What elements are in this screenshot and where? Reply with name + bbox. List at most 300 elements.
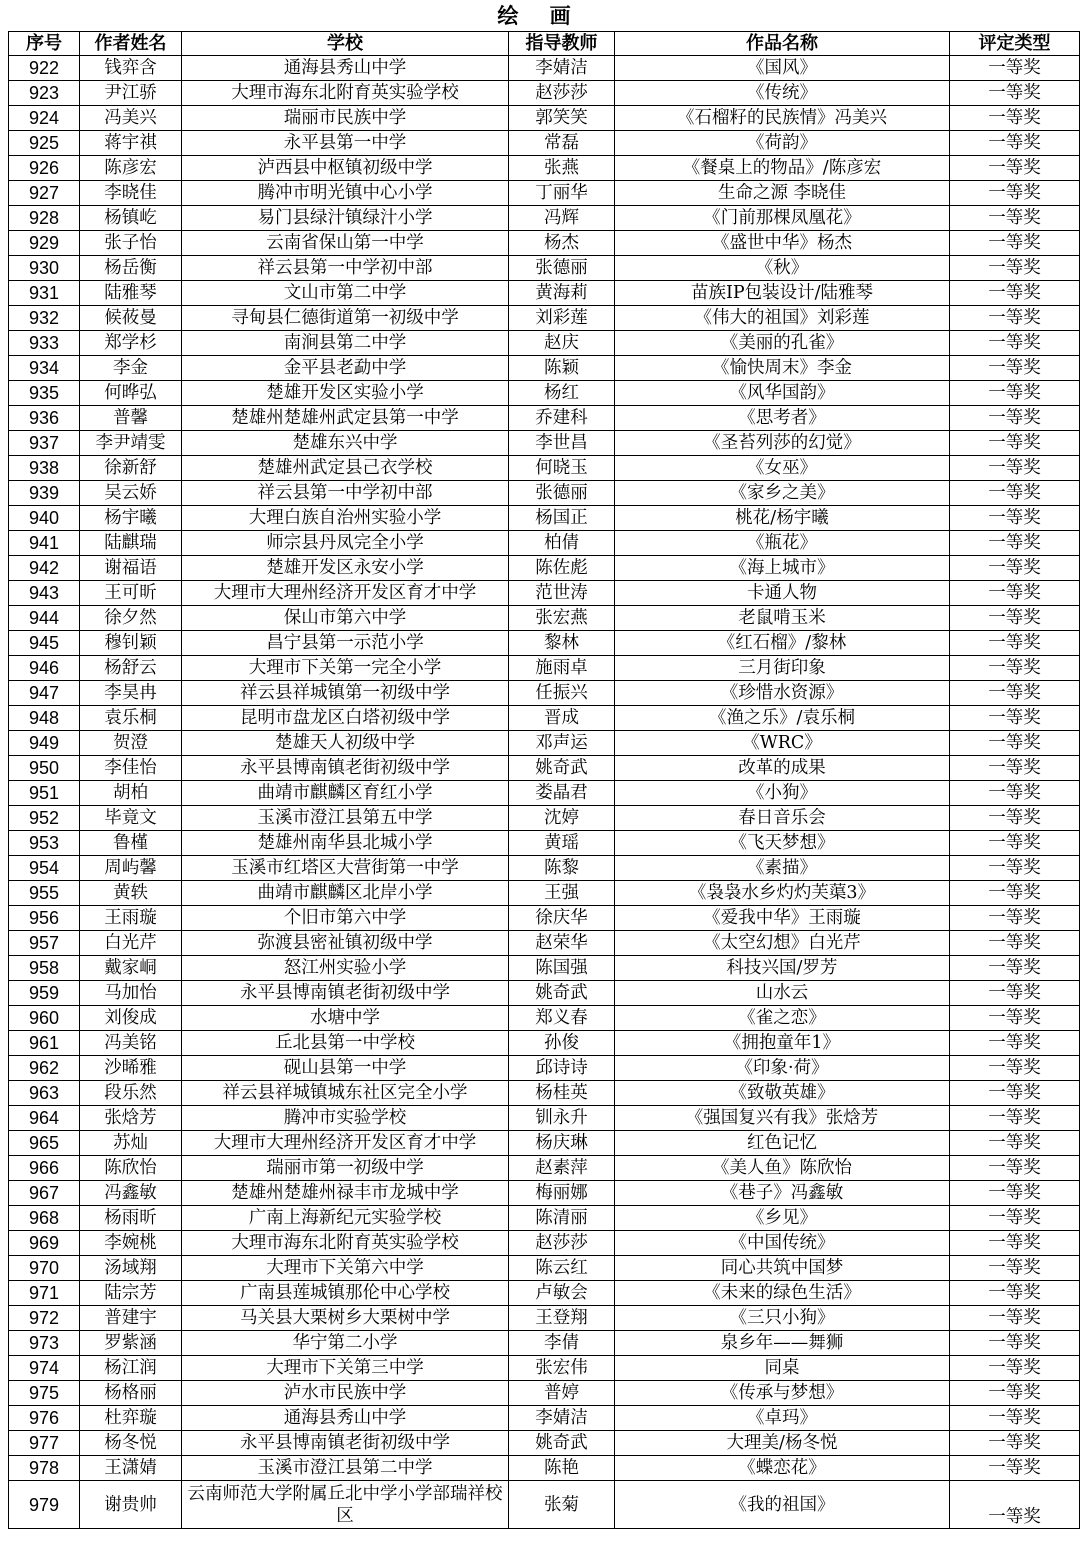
cell-teacher: 钏永升: [509, 1106, 615, 1131]
cell-author: 杨舒云: [80, 656, 182, 681]
cell-seq: 924: [9, 106, 80, 131]
cell-seq: 976: [9, 1406, 80, 1431]
cell-work: 生命之源 李晓佳: [615, 181, 950, 206]
cell-teacher: 陈颖: [509, 356, 615, 381]
cell-author: 杜弈璇: [80, 1406, 182, 1431]
cell-teacher: 梅丽娜: [509, 1181, 615, 1206]
cell-school: 广南上海新纪元实验学校: [182, 1206, 509, 1231]
cell-teacher: 郑义春: [509, 1006, 615, 1031]
cell-seq: 958: [9, 956, 80, 981]
cell-school: 大理市下关第三中学: [182, 1356, 509, 1381]
table-row: [9, 906, 1080, 931]
cell-school: 楚雄天人初级中学: [182, 731, 509, 756]
cell-author: 沙晞雅: [80, 1056, 182, 1081]
cell-teacher: 张宏伟: [509, 1356, 615, 1381]
cell-author: 冯鑫敏: [80, 1181, 182, 1206]
table-row: [9, 1131, 1080, 1156]
header-school: 学校: [182, 32, 509, 56]
table-row: [9, 856, 1080, 881]
cell-author: 普建宇: [80, 1306, 182, 1331]
cell-seq: 946: [9, 656, 80, 681]
cell-work: 《盛世中华》杨杰: [615, 231, 950, 256]
table-row: [9, 656, 1080, 681]
cell-author: 贺澄: [80, 731, 182, 756]
cell-school: 昌宁县第一示范小学: [182, 631, 509, 656]
cell-teacher: 姚奇武: [509, 756, 615, 781]
cell-school: 马关县大栗树乡大栗树中学: [182, 1306, 509, 1331]
cell-school: 曲靖市麒麟区北岸小学: [182, 881, 509, 906]
cell-teacher: 杨桂英: [509, 1081, 615, 1106]
cell-author: 徐新舒: [80, 456, 182, 481]
cell-school: 大理白族自治州实验小学: [182, 506, 509, 531]
cell-work: 同桌: [615, 1356, 950, 1381]
cell-work: 卡通人物: [615, 581, 950, 606]
table-row: [9, 331, 1080, 356]
cell-award: 一等奖: [950, 81, 1080, 106]
cell-award: 一等奖: [950, 981, 1080, 1006]
cell-award: 一等奖: [950, 431, 1080, 456]
table-row: [9, 1406, 1080, 1431]
cell-work: 《巷子》冯鑫敏: [615, 1181, 950, 1206]
cell-teacher: 陈国强: [509, 956, 615, 981]
cell-award: 一等奖: [950, 456, 1080, 481]
cell-school: 楚雄州楚雄州武定县第一中学: [182, 406, 509, 431]
cell-award: 一等奖: [950, 1481, 1080, 1529]
cell-award: 一等奖: [950, 231, 1080, 256]
cell-school: 大理市大理州经济开发区育才中学: [182, 581, 509, 606]
cell-school: 易门县绿汁镇绿汁小学: [182, 206, 509, 231]
cell-work: 山水云: [615, 981, 950, 1006]
cell-seq: 923: [9, 81, 80, 106]
table-row: [9, 1456, 1080, 1481]
cell-school: 玉溪市澄江县第五中学: [182, 806, 509, 831]
cell-school: 个旧市第六中学: [182, 906, 509, 931]
cell-award: 一等奖: [950, 506, 1080, 531]
cell-school: 祥云县第一中学初中部: [182, 256, 509, 281]
table-row: [9, 631, 1080, 656]
header-work: 作品名称: [615, 32, 950, 56]
cell-seq: 922: [9, 56, 80, 81]
table-row: [9, 731, 1080, 756]
cell-award: 一等奖: [950, 856, 1080, 881]
cell-teacher: 黎林: [509, 631, 615, 656]
cell-award: 一等奖: [950, 331, 1080, 356]
cell-work: 《卓玛》: [615, 1406, 950, 1431]
cell-author: 张子怡: [80, 231, 182, 256]
cell-teacher: 冯辉: [509, 206, 615, 231]
page-title: 绘 画: [497, 3, 583, 28]
cell-seq: 954: [9, 856, 80, 881]
cell-author: 谢福语: [80, 556, 182, 581]
cell-teacher: 范世涛: [509, 581, 615, 606]
cell-seq: 959: [9, 981, 80, 1006]
cell-author: 刘俊成: [80, 1006, 182, 1031]
cell-seq: 943: [9, 581, 80, 606]
cell-seq: 965: [9, 1131, 80, 1156]
cell-teacher: 姚奇武: [509, 1431, 615, 1456]
cell-work: 《乡见》: [615, 1206, 950, 1231]
cell-award: 一等奖: [950, 206, 1080, 231]
cell-work: 《伟大的祖国》刘彩莲: [615, 306, 950, 331]
cell-teacher: 黄海莉: [509, 281, 615, 306]
cell-work: 《荷韵》: [615, 131, 950, 156]
table-row: [9, 156, 1080, 181]
cell-school: 大理市海东北附育英实验学校: [182, 81, 509, 106]
table-row: [9, 181, 1080, 206]
table-row: [9, 406, 1080, 431]
cell-school: 永平县第一中学: [182, 131, 509, 156]
cell-author: 何晔弘: [80, 381, 182, 406]
cell-seq: 949: [9, 731, 80, 756]
cell-school: 玉溪市红塔区大营街第一中学: [182, 856, 509, 881]
cell-author: 冯美兴: [80, 106, 182, 131]
cell-seq: 947: [9, 681, 80, 706]
cell-school: 泸水市民族中学: [182, 1381, 509, 1406]
cell-school: 南涧县第二中学: [182, 331, 509, 356]
cell-school: 大理市下关第六中学: [182, 1256, 509, 1281]
table-row: [9, 506, 1080, 531]
cell-school: 昆明市盘龙区白塔初级中学: [182, 706, 509, 731]
cell-work: 《女巫》: [615, 456, 950, 481]
cell-author: 杨岳衡: [80, 256, 182, 281]
cell-seq: 978: [9, 1456, 80, 1481]
cell-award: 一等奖: [950, 406, 1080, 431]
cell-teacher: 王登翔: [509, 1306, 615, 1331]
table-row: [9, 1431, 1080, 1456]
table-row: [9, 606, 1080, 631]
cell-award: 一等奖: [950, 581, 1080, 606]
cell-award: 一等奖: [950, 1306, 1080, 1331]
cell-author: 白光芹: [80, 931, 182, 956]
table-row: [9, 206, 1080, 231]
cell-award: 一等奖: [950, 1356, 1080, 1381]
cell-work: 《渔之乐》/袁乐桐: [615, 706, 950, 731]
cell-author: 穆钊颖: [80, 631, 182, 656]
cell-work: 《蝶恋花》: [615, 1456, 950, 1481]
cell-seq: 974: [9, 1356, 80, 1381]
table-row: [9, 1081, 1080, 1106]
cell-award: 一等奖: [950, 1131, 1080, 1156]
cell-school: 丘北县第一中学校: [182, 1031, 509, 1056]
cell-teacher: 陈佐彪: [509, 556, 615, 581]
cell-teacher: 邓声运: [509, 731, 615, 756]
cell-teacher: 邱诗诗: [509, 1056, 615, 1081]
cell-school: 腾冲市实验学校: [182, 1106, 509, 1131]
cell-school: 大理市大理州经济开发区育才中学: [182, 1131, 509, 1156]
cell-award: 一等奖: [950, 1206, 1080, 1231]
cell-award: 一等奖: [950, 706, 1080, 731]
table-row: [9, 1356, 1080, 1381]
cell-school: 楚雄州武定县己衣学校: [182, 456, 509, 481]
cell-school: 云南师范大学附属丘北中学小学部瑞祥校区: [182, 1481, 509, 1529]
table-row: [9, 131, 1080, 156]
table-row: [9, 81, 1080, 106]
cell-work: 《小狗》: [615, 781, 950, 806]
cell-award: 一等奖: [950, 931, 1080, 956]
cell-seq: 951: [9, 781, 80, 806]
cell-seq: 956: [9, 906, 80, 931]
cell-work: 泉乡年——舞狮: [615, 1331, 950, 1356]
cell-award: 一等奖: [950, 1256, 1080, 1281]
cell-award: 一等奖: [950, 1156, 1080, 1181]
cell-seq: 941: [9, 531, 80, 556]
cell-work: 《爱我中华》王雨璇: [615, 906, 950, 931]
cell-author: 李昊冉: [80, 681, 182, 706]
cell-award: 一等奖: [950, 181, 1080, 206]
cell-author: 杨宇曦: [80, 506, 182, 531]
cell-author: 陈欣怡: [80, 1156, 182, 1181]
table-row: [9, 831, 1080, 856]
cell-author: 黄轶: [80, 881, 182, 906]
cell-work: 《我的祖国》: [615, 1481, 950, 1529]
cell-school: 永平县博南镇老街初级中学: [182, 981, 509, 1006]
table-row: [9, 981, 1080, 1006]
cell-work: 《未来的绿色生活》: [615, 1281, 950, 1306]
table-row: [9, 56, 1080, 81]
cell-teacher: 赵庆: [509, 331, 615, 356]
cell-teacher: 徐庆华: [509, 906, 615, 931]
cell-school: 楚雄州南华县北城小学: [182, 831, 509, 856]
cell-seq: 936: [9, 406, 80, 431]
cell-school: 祥云县第一中学初中部: [182, 481, 509, 506]
cell-teacher: 张德丽: [509, 256, 615, 281]
cell-author: 杨江润: [80, 1356, 182, 1381]
cell-author: 汤域翔: [80, 1256, 182, 1281]
cell-seq: 950: [9, 756, 80, 781]
cell-work: 《美丽的孔雀》: [615, 331, 950, 356]
cell-award: 一等奖: [950, 131, 1080, 156]
cell-seq: 948: [9, 706, 80, 731]
cell-teacher: 刘彩莲: [509, 306, 615, 331]
cell-author: 杨镇屹: [80, 206, 182, 231]
cell-work: 《太空幻想》白光芹: [615, 931, 950, 956]
table-row: [9, 231, 1080, 256]
cell-school: 永平县博南镇老街初级中学: [182, 756, 509, 781]
cell-author: 徐夕然: [80, 606, 182, 631]
cell-work: 《飞天梦想》: [615, 831, 950, 856]
cell-work: 《珍惜水资源》: [615, 681, 950, 706]
cell-seq: 971: [9, 1281, 80, 1306]
cell-seq: 926: [9, 156, 80, 181]
table-row: [9, 456, 1080, 481]
table-row: [9, 781, 1080, 806]
table-row: [9, 806, 1080, 831]
cell-award: 一等奖: [950, 781, 1080, 806]
cell-work: 《圣苔列莎的幻觉》: [615, 431, 950, 456]
cell-teacher: 赵莎莎: [509, 81, 615, 106]
table-row: [9, 1306, 1080, 1331]
cell-teacher: 娄晶君: [509, 781, 615, 806]
cell-school: 广南县莲城镇那伦中心学校: [182, 1281, 509, 1306]
cell-work: 《拥抱童年1》: [615, 1031, 950, 1056]
table-row: [9, 281, 1080, 306]
cell-seq: 931: [9, 281, 80, 306]
table-row: [9, 1256, 1080, 1281]
cell-school: 祥云县祥城镇第一初级中学: [182, 681, 509, 706]
cell-school: 瑞丽市民族中学: [182, 106, 509, 131]
cell-seq: 933: [9, 331, 80, 356]
cell-school: 楚雄开发区实验小学: [182, 381, 509, 406]
cell-award: 一等奖: [950, 756, 1080, 781]
cell-seq: 929: [9, 231, 80, 256]
cell-seq: 932: [9, 306, 80, 331]
cell-teacher: 杨杰: [509, 231, 615, 256]
cell-author: 毕竟文: [80, 806, 182, 831]
cell-work: 《门前那棵凤凰花》: [615, 206, 950, 231]
cell-work: 《国风》: [615, 56, 950, 81]
cell-award: 一等奖: [950, 881, 1080, 906]
cell-teacher: 李世昌: [509, 431, 615, 456]
cell-work: 《雀之恋》: [615, 1006, 950, 1031]
cell-seq: 975: [9, 1381, 80, 1406]
table-row: [9, 881, 1080, 906]
cell-author: 谢贵帅: [80, 1481, 182, 1529]
cell-seq: 927: [9, 181, 80, 206]
cell-school: 玉溪市澄江县第二中学: [182, 1456, 509, 1481]
cell-work: 《餐桌上的物品》/陈彦宏: [615, 156, 950, 181]
cell-teacher: 黄瑶: [509, 831, 615, 856]
cell-award: 一等奖: [950, 1006, 1080, 1031]
cell-work: 苗族IP包装设计/陆雅琴: [615, 281, 950, 306]
table-row: [9, 256, 1080, 281]
cell-award: 一等奖: [950, 656, 1080, 681]
table-row: [9, 1481, 1080, 1529]
cell-author: 郑学杉: [80, 331, 182, 356]
cell-school: 通海县秀山中学: [182, 1406, 509, 1431]
cell-work: 大理美/杨冬悦: [615, 1431, 950, 1456]
cell-teacher: 赵莎莎: [509, 1231, 615, 1256]
cell-teacher: 张德丽: [509, 481, 615, 506]
cell-teacher: 赵素萍: [509, 1156, 615, 1181]
cell-seq: 952: [9, 806, 80, 831]
cell-teacher: 普婷: [509, 1381, 615, 1406]
cell-work: 《中国传统》: [615, 1231, 950, 1256]
cell-school: 弥渡县密祉镇初级中学: [182, 931, 509, 956]
table-row: [9, 706, 1080, 731]
cell-teacher: 常磊: [509, 131, 615, 156]
cell-teacher: 陈清丽: [509, 1206, 615, 1231]
cell-teacher: 丁丽华: [509, 181, 615, 206]
cell-seq: 928: [9, 206, 80, 231]
cell-work: 《三只小狗》: [615, 1306, 950, 1331]
cell-seq: 963: [9, 1081, 80, 1106]
cell-award: 一等奖: [950, 1231, 1080, 1256]
cell-teacher: 李婧洁: [509, 1406, 615, 1431]
cell-award: 一等奖: [950, 1431, 1080, 1456]
cell-award: 一等奖: [950, 606, 1080, 631]
cell-author: 周屿馨: [80, 856, 182, 881]
cell-work: 同心共筑中国梦: [615, 1256, 950, 1281]
cell-author: 张焓芳: [80, 1106, 182, 1131]
cell-school: 楚雄开发区永安小学: [182, 556, 509, 581]
cell-work: 三月街印象: [615, 656, 950, 681]
cell-work: 《红石榴》/黎林: [615, 631, 950, 656]
cell-award: 一等奖: [950, 381, 1080, 406]
table-row: [9, 106, 1080, 131]
cell-seq: 940: [9, 506, 80, 531]
cell-school: 寻甸县仁德街道第一初级中学: [182, 306, 509, 331]
table-row: [9, 556, 1080, 581]
cell-teacher: 杨红: [509, 381, 615, 406]
cell-award: 一等奖: [950, 731, 1080, 756]
cell-author: 戴家峒: [80, 956, 182, 981]
cell-award: 一等奖: [950, 956, 1080, 981]
cell-work: 春日音乐会: [615, 806, 950, 831]
cell-work: 《风华国韵》: [615, 381, 950, 406]
cell-award: 一等奖: [950, 831, 1080, 856]
cell-teacher: 何晓玉: [509, 456, 615, 481]
cell-author: 李晓佳: [80, 181, 182, 206]
cell-seq: 939: [9, 481, 80, 506]
cell-author: 陈彦宏: [80, 156, 182, 181]
cell-teacher: 李倩: [509, 1331, 615, 1356]
table-row: [9, 531, 1080, 556]
cell-seq: 973: [9, 1331, 80, 1356]
cell-author: 杨格丽: [80, 1381, 182, 1406]
cell-seq: 970: [9, 1256, 80, 1281]
cell-school: 文山市第二中学: [182, 281, 509, 306]
table-row: [9, 1006, 1080, 1031]
header-seq: 序号: [9, 32, 80, 56]
cell-work: 《家乡之美》: [615, 481, 950, 506]
cell-seq: 942: [9, 556, 80, 581]
cell-award: 一等奖: [950, 156, 1080, 181]
cell-seq: 945: [9, 631, 80, 656]
cell-seq: 969: [9, 1231, 80, 1256]
cell-work: 《袅袅水乡灼灼芙蕖3》: [615, 881, 950, 906]
cell-school: 泸西县中枢镇初级中学: [182, 156, 509, 181]
cell-seq: 977: [9, 1431, 80, 1456]
cell-work: 《强国复兴有我》张焓芳: [615, 1106, 950, 1131]
cell-school: 保山市第六中学: [182, 606, 509, 631]
cell-teacher: 晋成: [509, 706, 615, 731]
cell-seq: 964: [9, 1106, 80, 1131]
header-author: 作者姓名: [80, 32, 182, 56]
table-row: [9, 1206, 1080, 1231]
cell-work: 《美人鱼》陈欣怡: [615, 1156, 950, 1181]
table-row: [9, 1381, 1080, 1406]
awards-table: [8, 31, 1080, 1529]
cell-seq: 944: [9, 606, 80, 631]
table-row: [9, 956, 1080, 981]
cell-seq: 935: [9, 381, 80, 406]
cell-author: 罗紫涵: [80, 1331, 182, 1356]
cell-author: 王可昕: [80, 581, 182, 606]
table-row: [9, 1331, 1080, 1356]
cell-seq: 961: [9, 1031, 80, 1056]
cell-author: 尹江骄: [80, 81, 182, 106]
cell-work: 《传统》: [615, 81, 950, 106]
cell-author: 李金: [80, 356, 182, 381]
cell-teacher: 沈婷: [509, 806, 615, 831]
table-row: [9, 581, 1080, 606]
cell-author: 普馨: [80, 406, 182, 431]
cell-work: 《素描》: [615, 856, 950, 881]
cell-author: 陆宗芳: [80, 1281, 182, 1306]
cell-seq: 925: [9, 131, 80, 156]
cell-teacher: 陈艳: [509, 1456, 615, 1481]
table-row: [9, 931, 1080, 956]
cell-school: 永平县博南镇老街初级中学: [182, 1431, 509, 1456]
cell-author: 李尹靖雯: [80, 431, 182, 456]
cell-teacher: 施雨卓: [509, 656, 615, 681]
cell-work: 《秋》: [615, 256, 950, 281]
cell-work: 《致敬英雄》: [615, 1081, 950, 1106]
cell-award: 一等奖: [950, 256, 1080, 281]
table-row: [9, 1106, 1080, 1131]
cell-seq: 972: [9, 1306, 80, 1331]
cell-seq: 953: [9, 831, 80, 856]
